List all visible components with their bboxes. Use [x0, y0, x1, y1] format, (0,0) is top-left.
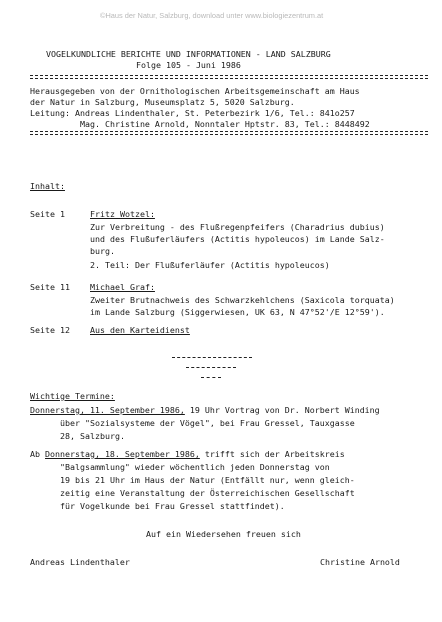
- closing-line: Auf ein Wiedersehen freuen sich: [146, 529, 301, 539]
- termin-2-rest: trifft sich der Arbeitskreis: [199, 449, 345, 459]
- divider-top-1: [30, 75, 428, 76]
- publisher-line-4: Mag. Christine Arnold, Nonntaler Hptstr. 83, Tel.: 8448492: [80, 119, 370, 129]
- divider-top-2: [30, 78, 428, 79]
- entry-3-page: Seite 12: [30, 325, 70, 335]
- publisher-line-2: der Natur in Salzburg, Museumsplatz 5, 5020 Salzburg.: [30, 97, 295, 107]
- divider-mid-2: [30, 134, 428, 135]
- entry-2-line-1: Zweiter Brutnachweis des Schwarzkehlchens (Saxicola torquata): [90, 295, 395, 305]
- entry-1-line-4: 2. Teil: Der Flußuferläufer (Actitis hypoleucos): [90, 260, 330, 270]
- entry-1-line-1: Zur Verbreitung - des Flußregenpfeifers (Charadrius dubius): [90, 222, 385, 232]
- termin-2-prefix: Ab: [30, 449, 45, 459]
- entry-1-line-3: burg.: [90, 246, 115, 256]
- termin-1-rest: 19 Uhr Vortrag von Dr. Norbert Winding: [184, 405, 380, 415]
- watermark: ©Haus der Natur, Salzburg, download unter www.biologiezentrum.at: [100, 11, 324, 20]
- termin-1-line-2: über "Sozialsysteme der Vögel", bei Frau Gressel, Tauxgasse: [60, 418, 355, 428]
- contents-heading: Inhalt:: [30, 181, 65, 191]
- signature-left: Andreas Lindenthaler: [30, 557, 130, 567]
- termin-2-line-4: zeitig eine Veranstaltung der Österreichischen Gesellschaft: [60, 488, 355, 498]
- separator-mid: [186, 367, 236, 368]
- entry-3-author: Aus den Karteidienst: [90, 325, 190, 335]
- publisher-line-1: Herausgegeben von der Ornithologischen Arbeitsgemeinschaft am Haus: [30, 86, 360, 96]
- entry-1-author: Fritz Wotzel:: [90, 209, 155, 219]
- termin-2-line-2: "Balgsammlung" wieder wöchentlich jeden Donnerstag von: [60, 462, 330, 472]
- entry-2-page: Seite 11: [30, 282, 70, 292]
- termin-1-line-1: [30, 405, 380, 415]
- separator-long: [172, 357, 252, 358]
- termine-heading: Wichtige Termine:: [30, 391, 115, 401]
- termin-2-line-1: [30, 449, 345, 459]
- entry-1-line-2: und des Flußuferläufers (Actitis hypoleucos) im Lande Salz-: [90, 234, 385, 244]
- publisher-line-3: Leitung: Andreas Lindenthaler, St. Peterbezirk 1/6, Tel.: 841o257: [30, 108, 355, 118]
- document-title: VOGELKUNDLICHE BERICHTE UND INFORMATIONEN - LAND SALZBURG: [46, 49, 331, 59]
- termin-2-line-3: 19 bis 21 Uhr im Haus der Natur (Entfällt nur, wenn gleich-: [60, 475, 355, 485]
- entry-1-page: Seite 1: [30, 209, 65, 219]
- termin-2-date: Donnerstag, 18. September 1986,: [45, 449, 200, 459]
- divider-mid-1: [30, 131, 428, 132]
- termin-2-line-5: für Vogelkunde bei Frau Gressel stattfindet).: [60, 501, 285, 511]
- entry-2-author: Michael Graf:: [90, 282, 155, 292]
- entry-2-line-2: im Lande Salzburg (Siggerwiesen, UK 63, N 47°52'/E 12°59').: [90, 307, 385, 317]
- signature-right: Christine Arnold: [320, 557, 400, 567]
- separator-short: [201, 377, 221, 378]
- termin-1-line-3: 28, Salzburg.: [60, 431, 125, 441]
- issue-line: Folge 105 - Juni 1986: [136, 60, 241, 70]
- termin-1-date: Donnerstag, 11. September 1986,: [30, 405, 185, 415]
